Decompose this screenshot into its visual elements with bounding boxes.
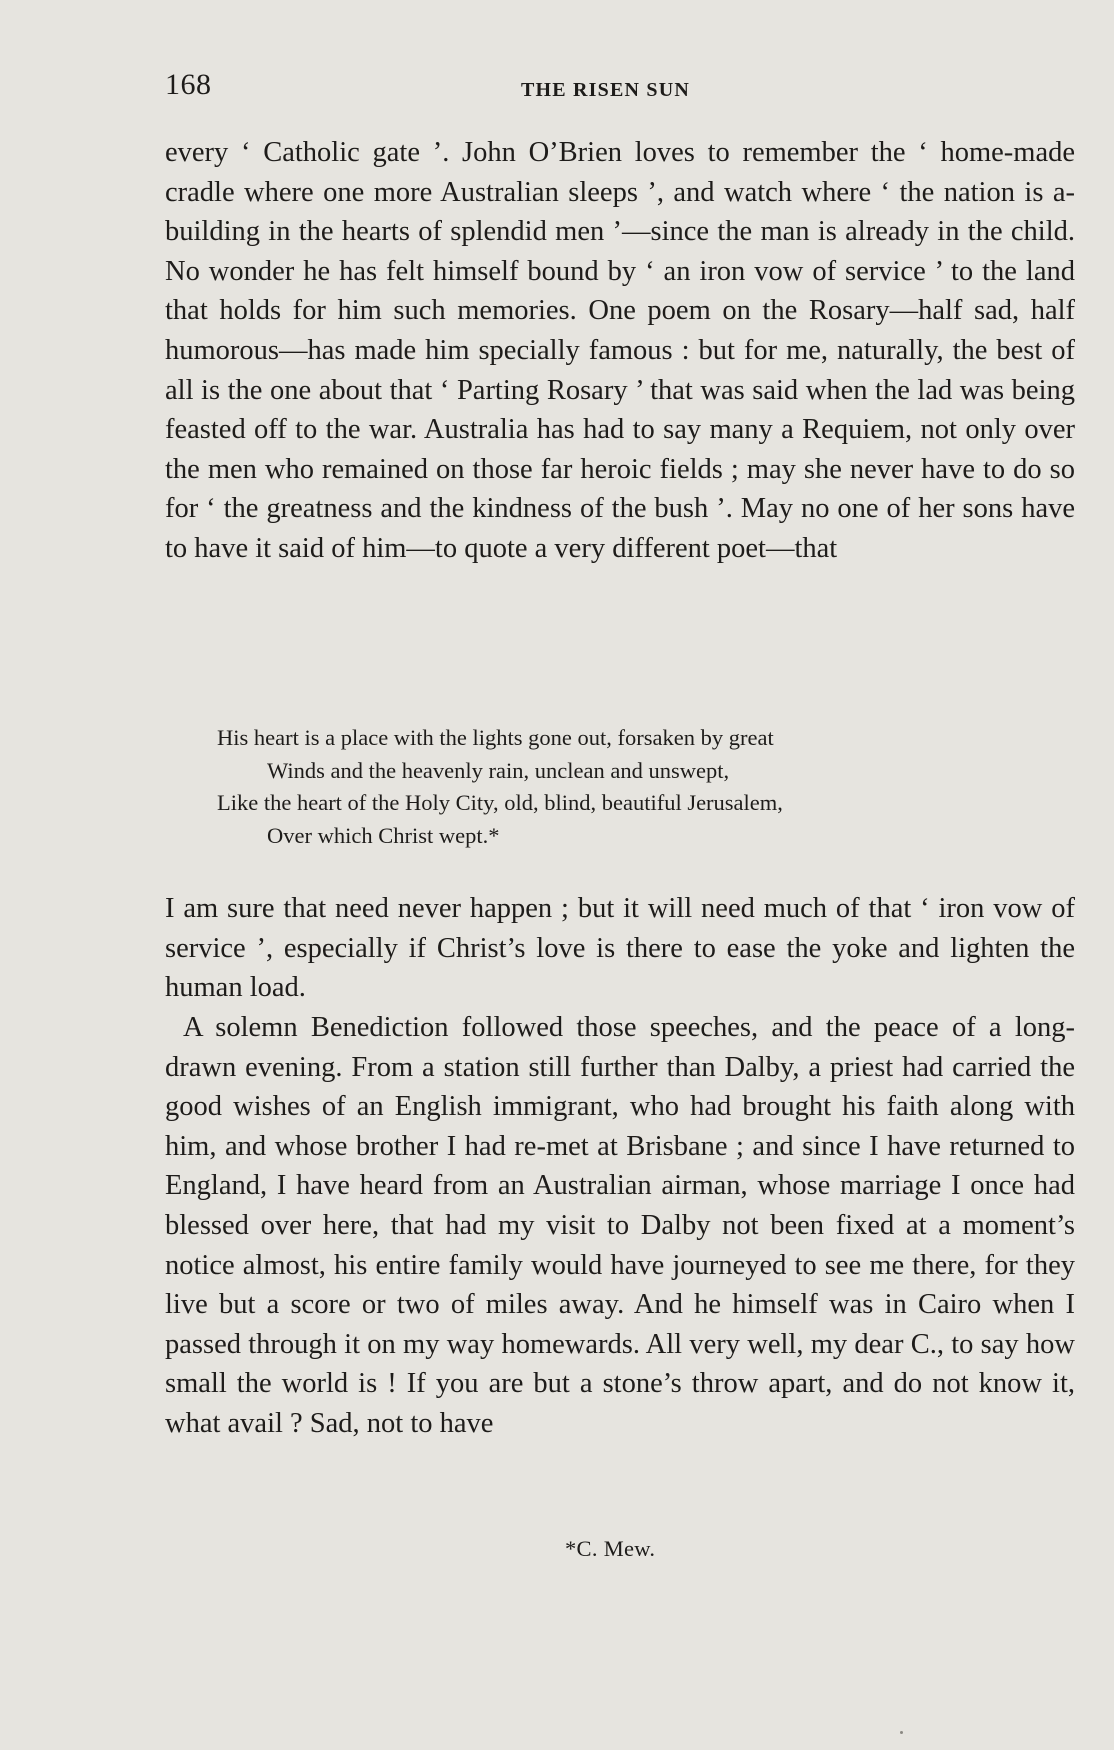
paper-speck xyxy=(900,1731,903,1734)
page-header xyxy=(165,68,1075,108)
paragraph-3: A solemn Benediction followed those speeches, and the peace of a long-drawn evening. From a station still further than Dalby, a priest had carried the good wishes of an English immigrant, who had brought his faith along with him, and whose brother I had re-met at Brisbane ; and since I have returned to England, I have heard from an Australian airman, whose marriage I once had blessed over here, that had my visit to Dalby not been fixed at a moment’s notice almost, his entire family would have journeyed to see me there, for they live but a score or two of miles away. And he himself was in Cairo when I passed through it on my way homewards. All very well, my dear C., to say how small the world is ! If you are but a stone’s throw apart, and do not know it, what avail ? Sad, not to have xyxy=(165,1012,1075,1439)
verse-line: His heart is a place with the lights gone out, forsaken by great xyxy=(217,725,774,750)
paragraph-1: every ‘ Catholic gate ’. John O’Brien loves to remember the ‘ home-made cradle where one more Australian sleeps ’, and watch where ‘ the nation is a-building in the hearts of splendid men ’—since the man is already in the child. No wonder he has felt himself bound by ‘ an iron vow of service ’ to the land that holds for him such memories. One poem on the Rosary—half sad, half humorous—has made him specially famous : but for me, naturally, the best of all is the one about that ‘ Parting Rosary ’ that was said when the lad was being feasted off to the war. Australia has had to say many a Requiem, not only over the men who remained on those far heroic fields ; may she never have to do so for ‘ the greatness and the kindness of the bush ’. May no one of her sons have to have it said of him—to quote a very different poet—that xyxy=(165,137,1075,564)
verse-line: Winds and the heavenly rain, unclean and unswept, xyxy=(267,757,730,783)
page-number: 168 xyxy=(165,68,212,101)
verse-quotation xyxy=(217,722,1017,852)
verse-line: Like the heart of the Holy City, old, blind, beautiful Jerusalem, xyxy=(217,790,783,815)
paragraph-2: I am sure that need never happen ; but it will need much of that ‘ iron vow of service ’, especially if Christ’s love is there to ease the yoke and lighten the human load. xyxy=(165,893,1075,1004)
verse-line: Over which Christ wept.* xyxy=(267,822,500,848)
running-head: THE RISEN SUN xyxy=(521,79,690,101)
footnote: *C. Mew. xyxy=(565,1536,656,1561)
